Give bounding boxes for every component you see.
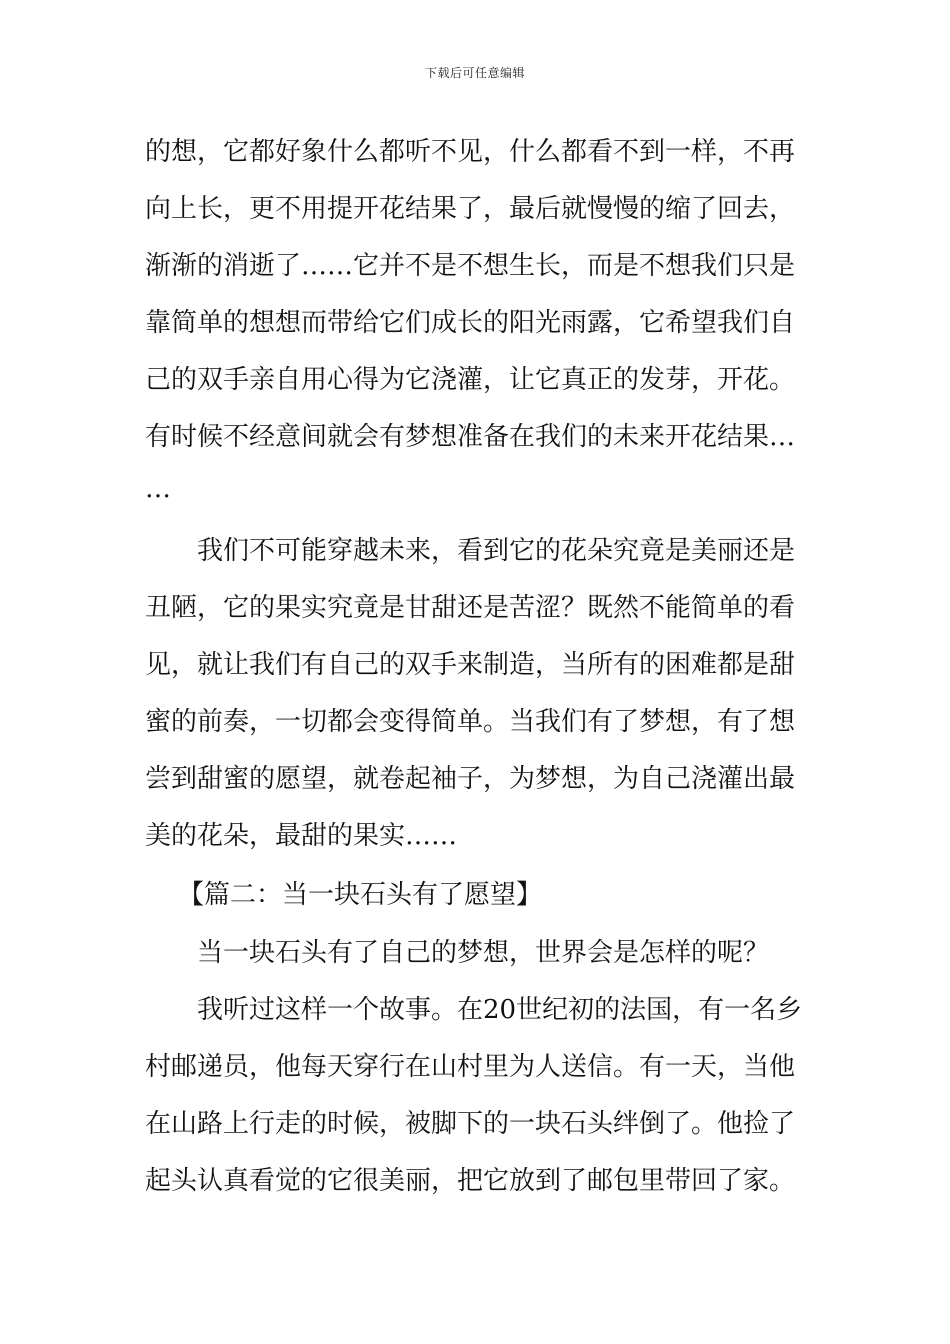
text-line: 尝到甜蜜的愿望，就卷起袖子，为梦想，为自己浇灌出最 (145, 764, 796, 794)
text-line: 有时候不经意间就会有梦想准备在我们的未来开花结果… (145, 422, 796, 452)
text-line: 向上长，更不用提开花结果了，最后就慢慢的缩了回去， (145, 194, 796, 224)
text-line: 靠简单的想想而带给它们成长的阳光雨露，它希望我们自 (145, 308, 796, 338)
header-note: 下载后可任意编辑 (424, 66, 525, 80)
text-line: 的想，它都好象什么都听不见，什么都看不到一样，不再 (145, 137, 796, 167)
text-line: 起头认真看觉的它很美丽，把它放到了邮包里带回了家。 (145, 1166, 796, 1196)
text-line: 在山路上行走的时候，被脚下的一块石头绊倒了。他捡了 (145, 1109, 796, 1139)
paragraph-first-line: 我们不可能穿越未来，看到它的花朵究竟是美丽还是 (197, 536, 796, 566)
paragraph-first-line: 当一块石头有了自己的梦想，世界会是怎样的呢？ (197, 938, 770, 968)
text-line: 丑陋，它的果实究竟是甘甜还是苦涩？既然不能简单的看 (145, 593, 796, 623)
text-line: … (145, 474, 171, 504)
text-line: 蜜的前奏，一切都会变得简单。当我们有了梦想，有了想 (145, 707, 796, 737)
section-heading: 【篇二：当一块石头有了愿望】 (178, 880, 543, 910)
text-line: 美的花朵，最甜的果实…… (145, 821, 458, 851)
paragraph-first-line: 我听过这样一个故事。在20世纪初的法国，有一名乡 (197, 995, 803, 1025)
text-line: 见，就让我们有自己的双手来制造，当所有的困难都是甜 (145, 650, 796, 680)
text-line: 村邮递员，他每天穿行在山村里为人送信。有一天，当他 (145, 1052, 796, 1082)
text-line: 己的双手亲自用心得为它浇灌，让它真正的发芽，开花。 (145, 365, 796, 395)
text-line: 渐渐的消逝了……它并不是不想生长，而是不想我们只是 (145, 251, 796, 281)
